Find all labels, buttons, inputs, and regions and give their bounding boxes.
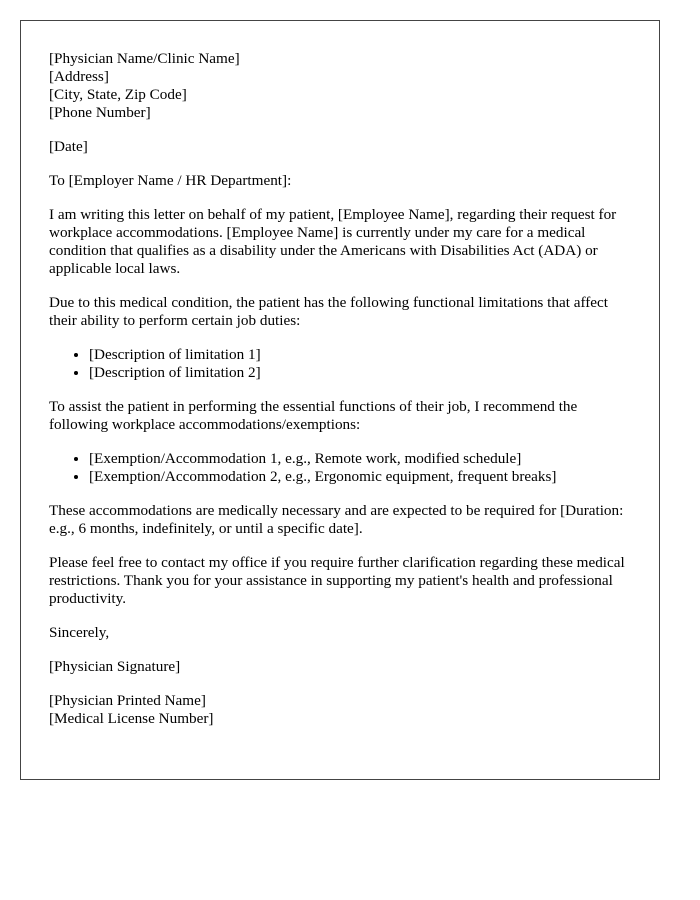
accommodations-list xyxy=(49,450,631,486)
letter-page xyxy=(20,20,660,780)
body-paragraph-1: I am writing this letter on behalf of my patient, [Employee Name], regarding their request for workplace accommodations. [Employee Name] is currently under my care for a medical condition that qualifies as a disability under the Americans with Disabilities Act (ADA) or applicable local laws. xyxy=(49,206,617,277)
sender-name: [Physician Name/Clinic Name] xyxy=(49,50,240,67)
body-paragraph-2: Due to this medical condition, the patient has the following functional limitations that affect their ability to perform certain job duties: xyxy=(49,294,608,329)
sender-phone: [Phone Number] xyxy=(49,104,151,121)
printed-name: [Physician Printed Name] xyxy=(49,692,206,709)
list-item: • [Exemption/Accommodation 1, e.g., Remote work, modified schedule] xyxy=(89,450,631,468)
sender-city-state-zip: [City, State, Zip Code] xyxy=(49,86,187,103)
signature-placeholder: [Physician Signature] xyxy=(49,658,181,675)
salutation: To [Employer Name / HR Department]: xyxy=(49,172,292,189)
sender-block xyxy=(49,50,631,122)
list-item: • [Description of limitation 2] xyxy=(89,364,631,382)
list-item: • [Exemption/Accommodation 2, e.g., Ergonomic equipment, frequent breaks] xyxy=(89,468,631,486)
limitations-list xyxy=(49,346,631,382)
body-paragraph-5: Please feel free to contact my office if you require further clarification regarding these medical restrictions. Thank you for your assistance in supporting my patient's health and professional productivity. xyxy=(49,554,625,607)
body-paragraph-3: To assist the patient in performing the essential functions of their job, I recommend the following workplace accommodations/exemptions: xyxy=(49,398,578,433)
body-paragraph-4: These accommodations are medically necessary and are expected to be required for [Duration: e.g., 6 months, indefinitely, or until a specific date]. xyxy=(49,502,624,537)
sender-address: [Address] xyxy=(49,68,109,85)
signer-block xyxy=(49,692,631,728)
license-number: [Medical License Number] xyxy=(49,710,214,727)
list-item: • [Description of limitation 1] xyxy=(89,346,631,364)
closing: Sincerely, xyxy=(49,624,110,641)
letter-date: [Date] xyxy=(49,138,88,155)
